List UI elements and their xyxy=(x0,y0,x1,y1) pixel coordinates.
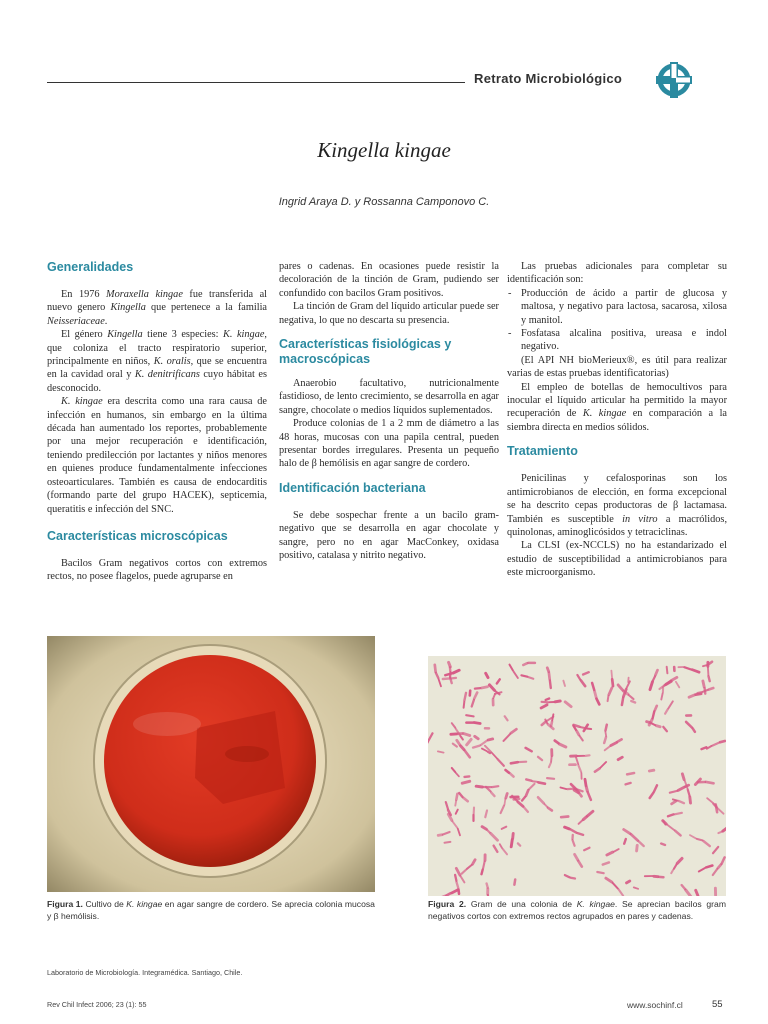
bacillus-mark xyxy=(587,729,592,730)
bacillus-mark xyxy=(649,770,653,771)
article-authors: Ingrid Araya D. y Rossanna Camponovo C. xyxy=(278,196,490,208)
bacillus-mark xyxy=(466,715,473,716)
list-item: - Fosfatasa alcalina positiva, ureasa e indol negativo. xyxy=(521,327,727,354)
identification-list xyxy=(507,287,727,354)
bacillus-mark xyxy=(475,688,480,689)
bacillus-mark xyxy=(703,681,704,687)
bacillus-mark xyxy=(720,741,725,742)
bacillus-mark xyxy=(450,678,451,683)
heading-identificacion-bacteriana: Identificación bacteriana xyxy=(279,480,426,495)
bacillus-mark xyxy=(435,665,436,672)
bacillus-mark xyxy=(438,751,444,752)
bacillus-mark xyxy=(605,732,606,736)
affiliation-note: Laboratorio de Microbiología. Integramédica. Santiago, Chile. xyxy=(47,968,243,977)
bacillus-mark xyxy=(631,701,635,703)
bacillus-mark xyxy=(465,776,470,777)
heading-tratamiento: Tratamiento xyxy=(507,444,578,459)
bacillus-mark xyxy=(482,870,483,875)
bacillus-mark xyxy=(611,671,612,679)
bacillus-mark xyxy=(706,782,714,783)
bacillus-mark xyxy=(612,679,613,686)
bacillus-mark xyxy=(464,734,470,736)
bacillus-mark xyxy=(627,773,634,774)
bacillus-mark xyxy=(488,752,491,754)
bacillus-mark xyxy=(653,711,655,718)
bacillus-mark xyxy=(514,880,515,885)
bacillus-mark xyxy=(449,662,451,666)
bacillus-mark xyxy=(539,782,545,783)
bacillus-mark xyxy=(487,884,488,888)
bacillus-mark xyxy=(622,698,623,705)
bacillus-mark xyxy=(595,691,597,697)
bacillus-mark xyxy=(696,694,701,695)
bacillus-mark xyxy=(488,739,493,740)
bacillus-mark xyxy=(526,779,531,780)
bacillus-mark xyxy=(702,747,707,749)
bacillus-mark xyxy=(476,786,482,787)
bacillus-mark xyxy=(483,862,485,869)
heading-generalidades: Generalidades xyxy=(47,260,134,274)
bacillus-mark xyxy=(661,844,665,846)
bacillus-mark xyxy=(675,813,682,815)
page-number: 55 xyxy=(712,999,723,1010)
paragraph: La tinción de Gram del líquido articular puede ser negativa, lo que no descarta su presencia. xyxy=(279,301,499,326)
paragraph: Las pruebas adicionales para completar su identificación son: xyxy=(507,261,727,286)
bacillus-mark xyxy=(647,722,651,723)
bacillus-mark xyxy=(506,794,507,799)
paragraph: El empleo de botellas de hemocultivos para inocular el líquido articular ha permitido la mayor recuperación de K. kingae en comparación a la siembra directa en medios sólidos. xyxy=(507,381,728,433)
paragraph: Anaerobio facultativo, nutricionalmente fastidioso, de lento crecimiento, se desarrolla en agar sangre, chocolate o medios líquidos suplementados. xyxy=(279,378,499,416)
bacillus-mark xyxy=(518,843,520,845)
bacillus-mark xyxy=(462,781,469,783)
paragraph: Penicilinas y cefalosporinas son los antimicrobianos de elección, en forma excepcional se ha descrito cepas productoras de β lactamasa. También es susceptible in vitro a macrólidos, quinolonas, aminoglicósidos y tetraciclinas. xyxy=(507,473,728,538)
bacillus-mark xyxy=(456,794,457,800)
bacillus-mark xyxy=(627,881,630,883)
figure-2-caption: Figura 2. Gram de una colonia de K. kingae. Se aprecian bacilos gram negativos cortos con extremos rectos agrupados en pares y cadenas. xyxy=(428,899,726,921)
bacillus-mark xyxy=(549,673,550,680)
bacillus-mark xyxy=(709,676,710,681)
journal-citation: Rev Chil Infect 2006; 23 (1): 55 xyxy=(47,1000,147,1009)
bacillus-mark xyxy=(523,663,527,665)
bacillus-mark xyxy=(586,787,587,791)
figure-1-caption: Figura 1. Cultivo de K. kingae en agar sangre de cordero. Se aprecia colonia mucosa y β hemólisis. xyxy=(47,899,375,921)
bacillus-mark xyxy=(604,737,606,743)
paragraph: (El API NH bioMerieux®, es útil para realizar varias de estas pruebas identificatorias) xyxy=(507,354,727,380)
article-title: Kingella kingae xyxy=(317,138,451,162)
bacillus-mark xyxy=(514,799,520,800)
bacillus-mark xyxy=(561,817,568,818)
bacillus-mark xyxy=(624,839,626,844)
bacillus-mark xyxy=(547,778,554,779)
bacillus-mark xyxy=(583,817,586,820)
bacillus-mark xyxy=(474,723,480,724)
paragraph: En 1976 Moraxella kingae fue transferida al nuevo genero Kingella que pertenece a la familia Neisseriaceae. xyxy=(47,289,268,327)
bacillus-mark xyxy=(696,890,698,895)
paragraph: Bacilos Gram negativos cortos con extremos rectos, no posee flagelos, puede agruparse en xyxy=(47,557,267,583)
list-item: - Producción de ácido a partir de glucosa y maltosa, y negativo para lactosa, sacarosa, xilosa y manitol. xyxy=(521,287,727,327)
bacillus-mark xyxy=(521,675,527,676)
bacillus-mark xyxy=(550,681,551,688)
bacillus-mark xyxy=(581,727,586,728)
heading-caracteristicas-fisiologicas: Características fisiológicas y macroscópicas xyxy=(279,337,452,367)
bacillus-mark xyxy=(555,701,560,702)
bacillus-mark xyxy=(464,693,466,701)
bacillus-mark xyxy=(445,842,451,843)
bacillus-mark xyxy=(667,667,668,674)
bacillus-mark xyxy=(511,840,512,847)
paragraph: La CLSI (ex-NCCLS) no ha estandarizado el estudio de susceptibilidad a antimicrobianos para este microorganismo. xyxy=(507,540,727,579)
bacillus-mark xyxy=(542,702,549,703)
bacillus-mark xyxy=(716,804,717,812)
bacillus-mark xyxy=(486,673,488,677)
bacillus-mark xyxy=(585,755,589,756)
bacillus-mark xyxy=(511,762,518,763)
bacillus-mark xyxy=(513,834,514,839)
bacillus-mark xyxy=(661,694,662,700)
bacillus-mark xyxy=(547,668,548,672)
column-1 xyxy=(47,260,267,584)
bacillus-mark xyxy=(578,833,584,835)
bacillus-mark xyxy=(708,668,709,676)
bacillus-mark xyxy=(482,687,488,688)
bacillus-mark xyxy=(606,725,607,731)
bacillus-mark xyxy=(492,786,498,787)
bacillus-mark xyxy=(655,706,657,710)
figure-1-culture-image xyxy=(47,636,375,892)
paragraph: Se debe sospechar frente a un bacilo gram-negativo que se desarrolla en agar chocolate y sangre, pero no en agar MacConkey, oxidasa positivo, catalasa y nitrito negativo. xyxy=(279,509,499,562)
section-name: Retrato Microbiológico xyxy=(474,71,623,86)
column-3 xyxy=(507,260,727,580)
bacillus-mark xyxy=(705,688,706,694)
bacillus-mark xyxy=(532,781,537,782)
column-2 xyxy=(279,260,499,563)
bacillus-mark xyxy=(571,878,575,879)
bacillus-mark xyxy=(455,875,456,881)
bacillus-mark xyxy=(546,699,550,700)
bacillus-mark xyxy=(551,757,552,762)
heading-caracteristicas-microscopicas: Características microscópicas xyxy=(47,528,228,543)
journal-website-link[interactable]: www.sochinf.cl xyxy=(627,1000,683,1010)
bacillus-mark xyxy=(597,872,603,873)
bacillus-mark xyxy=(682,774,684,780)
bacillus-mark xyxy=(455,801,456,806)
paragraph: K. kingae era descrita como una rara causa de infección en humanos, sin embargo en la última década han aumentado los reportes, probablemente por una mejor recuperación e identificación, teniendo predilección por lactantes y niños menores en quienes produce fundamentalmente infecciones osteoarticulares. También es causa de endocarditis (formando parte del grupo HACEK), septicemia, queratitis e infección del SNC. xyxy=(47,396,267,515)
paragraph: El género Kingella tiene 3 especies: K. kingae, que coloniza el tracto respiratorio superior, principalmente en niños, K. oralis, que se encuentra en la cavidad oral y K. denitrificans cuyo hábitat es desconocido. xyxy=(47,329,267,394)
bacillus-mark xyxy=(626,783,631,785)
bacillus-mark xyxy=(438,835,442,836)
bacillus-mark xyxy=(637,845,638,851)
bacillus-mark xyxy=(690,797,691,803)
bacillus-mark xyxy=(656,726,660,727)
journal-logo-icon xyxy=(656,62,692,98)
bacillus-mark xyxy=(565,827,570,829)
bacillus-mark xyxy=(464,702,465,708)
bacillus-mark xyxy=(709,688,713,690)
bacillus-mark xyxy=(505,799,506,804)
bacillus-mark xyxy=(585,779,586,785)
bacillus-mark xyxy=(608,696,609,701)
bacillus-mark xyxy=(443,678,450,679)
header-rule xyxy=(47,82,465,83)
bacillus-mark xyxy=(451,678,456,679)
bacillus-mark xyxy=(718,832,722,833)
figure-2-gram-stain-image xyxy=(428,656,726,896)
paragraph: Produce colonias de 1 a 2 mm de diámetro a las 48 horas, mucosas con una papila central, pueden presentar bordes irregulares. Presenta un pequeño halo de β hemólisis en agar sangre de cordero. xyxy=(279,418,499,470)
paragraph: pares o cadenas. En ocasiones puede resistir la decoloración de la tinción de Gram, pudiendo ser confundido con bacilos Gram positivos. xyxy=(279,261,499,299)
